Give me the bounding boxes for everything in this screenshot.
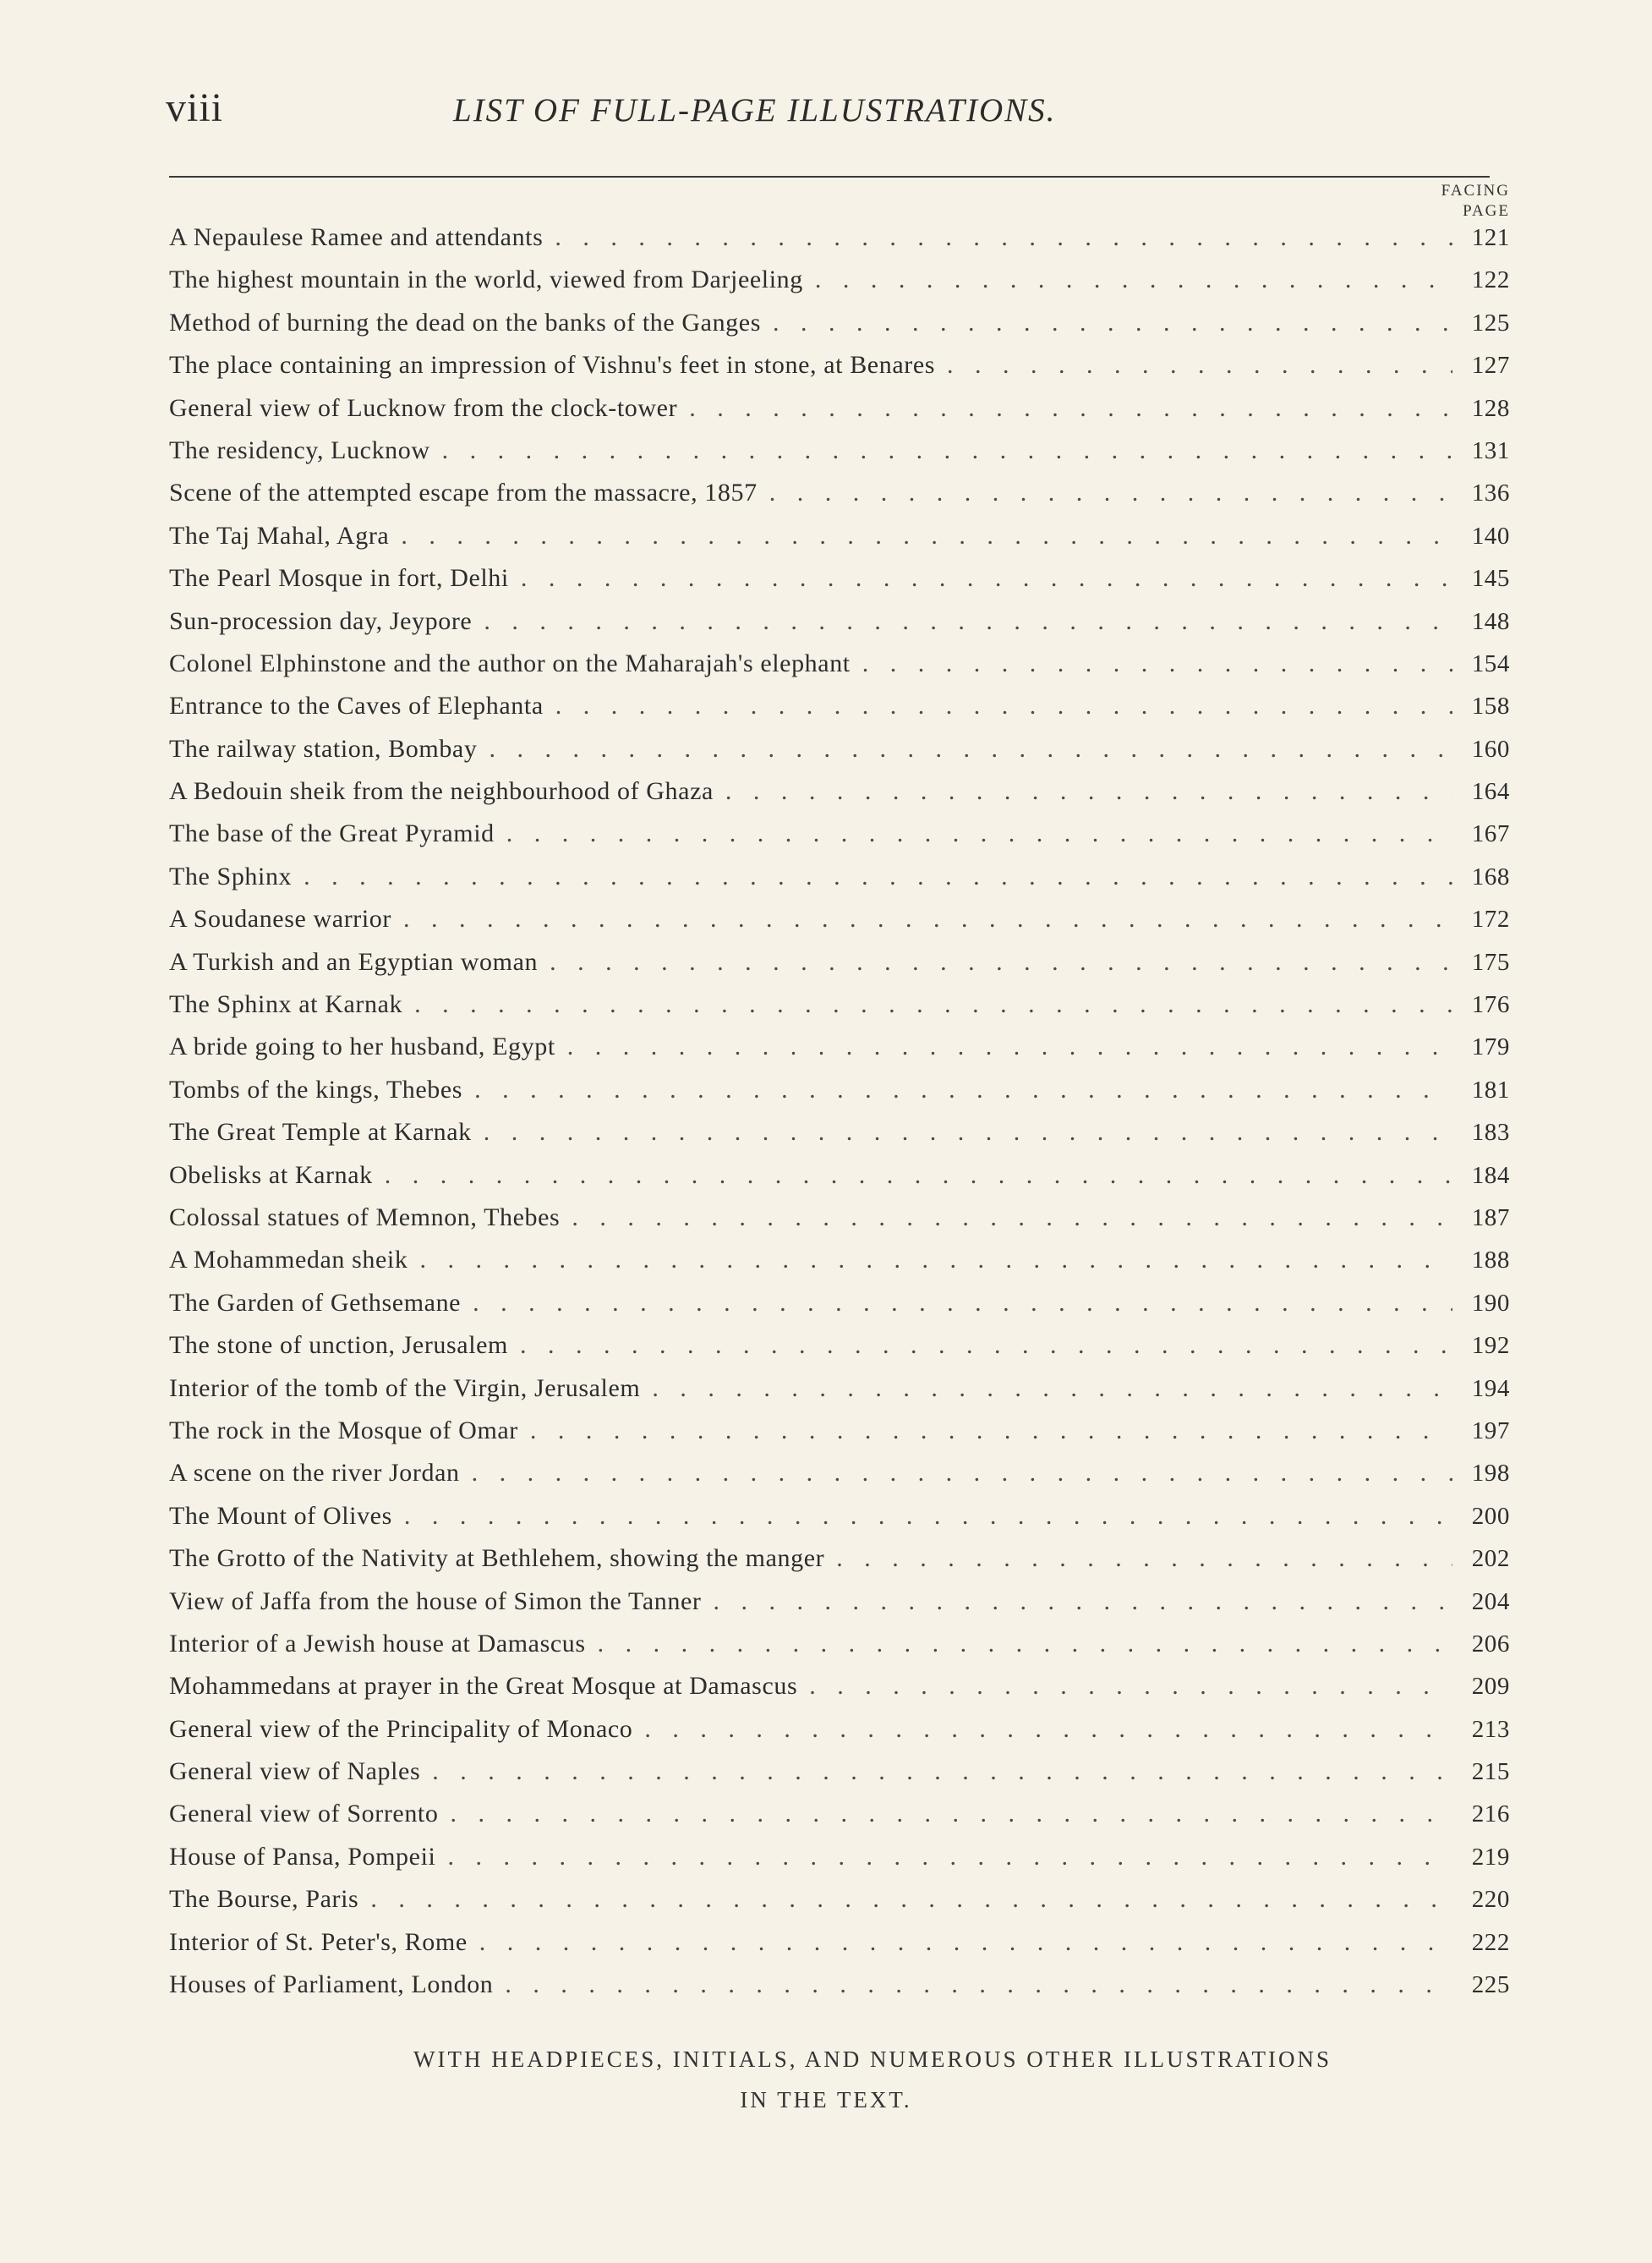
facing-page-number: 192	[1471, 1332, 1510, 1360]
illustration-title: The Pearl Mosque in fort, Delhi	[169, 564, 509, 593]
list-item	[169, 1416, 1510, 1459]
list-item	[169, 1502, 1510, 1544]
illustration-title: The Garden of Gethsemane	[169, 1288, 462, 1317]
illustration-title: Colossal statues of Memnon, Thebes	[169, 1203, 561, 1231]
facing-page-number: 219	[1471, 1843, 1510, 1871]
dot-leader	[479, 1928, 1452, 1957]
dot-leader	[419, 1246, 1452, 1274]
list-item	[169, 990, 1510, 1033]
list-item	[169, 1757, 1510, 1800]
dot-leader	[530, 1416, 1452, 1445]
dot-leader	[773, 309, 1452, 337]
list-item	[169, 905, 1510, 947]
illustration-title: A Mohammedan sheik	[169, 1246, 408, 1274]
dot-leader	[474, 1076, 1452, 1104]
facing-page-number: 188	[1471, 1247, 1510, 1274]
list-item	[169, 1033, 1510, 1075]
dot-leader	[370, 1885, 1452, 1914]
facing-page-number: 225	[1471, 1971, 1510, 1999]
illustration-title: Entrance to the Caves of Elephanta	[169, 692, 544, 721]
list-item	[169, 819, 1510, 862]
list-item	[169, 1672, 1510, 1714]
illustration-title: The highest mountain in the world, viewed from Darjeeling	[169, 266, 803, 294]
column-heading-line2: PAGE	[1463, 202, 1510, 220]
illustration-title: House of Pansa, Pompeii	[169, 1842, 436, 1871]
facing-page-number: 197	[1471, 1416, 1510, 1444]
list-item	[169, 522, 1510, 564]
list-item	[169, 1161, 1510, 1203]
list-item	[169, 309, 1510, 351]
illustration-title: Obelisks at Karnak	[169, 1160, 373, 1189]
facing-page-number: 183	[1471, 1119, 1510, 1147]
illustration-title: General view of Sorrento	[169, 1800, 439, 1828]
facing-page-number: 158	[1471, 693, 1510, 721]
facing-page-number: 194	[1471, 1374, 1510, 1402]
dot-leader	[385, 1161, 1452, 1190]
dot-leader	[520, 1331, 1452, 1360]
list-item	[169, 649, 1510, 692]
facing-page-number: 175	[1471, 948, 1510, 976]
illustration-title: General view of the Principality of Monaco	[169, 1714, 633, 1743]
facing-page-number: 202	[1471, 1545, 1510, 1573]
header-rule	[169, 176, 1490, 178]
list-item	[169, 1289, 1510, 1331]
list-item	[169, 436, 1510, 479]
facing-page-number: 167	[1471, 820, 1510, 848]
footer-line2: IN THE TEXT.	[740, 2087, 912, 2112]
dot-leader	[404, 1502, 1452, 1531]
dot-leader	[862, 649, 1452, 678]
illustration-title: The Bourse, Paris	[169, 1885, 359, 1914]
list-item	[169, 394, 1510, 436]
facing-page-number: 145	[1471, 565, 1510, 593]
illustration-title: Colonel Elphinstone and the author on the Maharajah's elephant	[169, 649, 851, 677]
illustration-title: The place containing an impression of Vishnu's feet in stone, at Benares	[169, 351, 936, 380]
list-item	[169, 1374, 1510, 1416]
dot-leader	[401, 522, 1452, 551]
dot-leader	[484, 1118, 1452, 1147]
illustration-title: The Great Temple at Karnak	[169, 1118, 472, 1147]
footer-line1: WITH HEADPIECES, INITIALS, AND NUMEROUS OTHER ILLUSTRATIONS	[413, 2047, 1332, 2072]
list-item	[169, 607, 1510, 649]
illustration-title: A Soudanese warrior	[169, 905, 392, 934]
facing-page-number: 172	[1471, 906, 1510, 934]
illustration-title: General view of Lucknow from the clock-tower	[169, 393, 678, 422]
facing-page-number: 148	[1471, 607, 1510, 635]
illustration-title: General view of Naples	[169, 1757, 421, 1786]
facing-page-number: 200	[1471, 1502, 1510, 1530]
illustration-title: The Grotto of the Nativity at Bethlehem, showing the manger	[169, 1544, 825, 1573]
illustration-title: The railway station, Bombay	[169, 734, 478, 763]
facing-page-number: 179	[1471, 1033, 1510, 1061]
list-item	[169, 1630, 1510, 1672]
facing-page-number: 184	[1471, 1161, 1510, 1189]
list-item	[169, 1544, 1510, 1586]
list-item	[169, 351, 1510, 393]
facing-page-number: 204	[1471, 1587, 1510, 1615]
dot-leader	[472, 1459, 1452, 1488]
illustration-title: A bride going to her husband, Egypt	[169, 1033, 555, 1061]
dot-leader	[652, 1374, 1452, 1403]
column-heading-line1: FACING	[1441, 182, 1510, 200]
illustration-title: The residency, Lucknow	[169, 436, 430, 464]
dot-leader	[473, 1289, 1452, 1318]
list-item	[169, 564, 1510, 606]
list-item	[169, 1203, 1510, 1246]
dot-leader	[947, 351, 1452, 380]
dot-leader	[432, 1757, 1452, 1786]
list-item	[169, 1970, 1510, 2013]
illustration-title: Interior of the tomb of the Virgin, Jerusalem	[169, 1373, 641, 1402]
illustration-title: Interior of a Jewish house at Damascus	[169, 1629, 586, 1658]
list-item	[169, 735, 1510, 777]
illustration-title: The Mount of Olives	[169, 1501, 392, 1530]
page-number: viii	[166, 85, 224, 130]
dot-leader	[555, 223, 1452, 252]
illustration-title: The Taj Mahal, Agra	[169, 521, 390, 550]
illustration-title: Scene of the attempted escape from the massacre, 1857	[169, 479, 758, 507]
dot-leader	[769, 479, 1452, 507]
dot-leader	[414, 990, 1452, 1019]
illustration-title: The Sphinx at Karnak	[169, 990, 403, 1019]
list-item	[169, 266, 1510, 308]
dot-leader	[489, 735, 1452, 764]
dot-leader	[555, 692, 1452, 721]
illustrations-list	[169, 223, 1510, 2013]
facing-page-number: 127	[1471, 352, 1510, 380]
list-item	[169, 777, 1510, 819]
facing-page-number: 215	[1471, 1758, 1510, 1786]
dot-leader	[809, 1672, 1452, 1701]
dot-leader	[521, 564, 1452, 593]
facing-page-number: 209	[1471, 1673, 1510, 1701]
dot-leader	[450, 1800, 1452, 1828]
list-item	[169, 1459, 1510, 1501]
dot-leader	[403, 905, 1452, 934]
facing-page-number: 213	[1471, 1715, 1510, 1743]
illustration-title: A Bedouin sheik from the neighbourhood of Ghaza	[169, 777, 714, 806]
dot-leader	[484, 607, 1452, 636]
facing-page-number: 222	[1471, 1928, 1510, 1956]
list-item	[169, 223, 1510, 266]
facing-page-number: 176	[1471, 991, 1510, 1019]
list-item	[169, 863, 1510, 905]
illustration-title: Method of burning the dead on the banks of the Ganges	[169, 308, 761, 337]
facing-page-number: 136	[1471, 479, 1510, 507]
illustration-title: The Sphinx	[169, 862, 293, 890]
list-item	[169, 1885, 1510, 1927]
dot-leader	[572, 1203, 1452, 1232]
facing-page-number: 190	[1471, 1289, 1510, 1317]
facing-page-number: 187	[1471, 1203, 1510, 1231]
list-item	[169, 1076, 1510, 1118]
facing-page-number: 125	[1471, 309, 1510, 337]
illustration-title: Tombs of the kings, Thebes	[169, 1075, 463, 1104]
facing-page-number: 140	[1471, 522, 1510, 550]
list-item	[169, 1800, 1510, 1842]
dot-leader	[505, 1970, 1452, 1999]
dot-leader	[304, 863, 1452, 891]
facing-page-number: 121	[1471, 224, 1510, 251]
list-item	[169, 1331, 1510, 1373]
dot-leader	[567, 1033, 1452, 1061]
facing-page-number: 122	[1471, 266, 1510, 294]
list-item	[169, 1118, 1510, 1160]
dot-leader	[836, 1544, 1452, 1573]
running-title: LIST OF FULL-PAGE ILLUSTRATIONS.	[453, 92, 1057, 129]
facing-page-number: 206	[1471, 1630, 1510, 1658]
facing-page-number: 128	[1471, 394, 1510, 422]
dot-leader	[550, 948, 1452, 977]
list-item	[169, 1587, 1510, 1630]
list-item	[169, 692, 1510, 734]
illustration-title: Interior of St. Peter's, Rome	[169, 1927, 468, 1956]
illustration-title: A Turkish and an Egyptian woman	[169, 947, 539, 976]
list-item	[169, 948, 1510, 990]
facing-page-number: 216	[1471, 1800, 1510, 1828]
dot-leader	[713, 1587, 1452, 1616]
facing-page-number: 160	[1471, 735, 1510, 763]
dot-leader	[506, 819, 1452, 848]
illustration-title: A Nepaulese Ramee and attendants	[169, 223, 544, 251]
facing-page-number: 154	[1471, 649, 1510, 677]
list-item	[169, 1246, 1510, 1288]
dot-leader	[644, 1715, 1452, 1744]
facing-page-number: 164	[1471, 778, 1510, 806]
dot-leader	[725, 777, 1452, 806]
dot-leader	[598, 1630, 1452, 1658]
column-heading	[1441, 181, 1510, 222]
list-item	[169, 1928, 1510, 1970]
illustration-title: The rock in the Mosque of Omar	[169, 1416, 518, 1444]
facing-page-number: 198	[1471, 1460, 1510, 1488]
list-item	[169, 1843, 1510, 1885]
illustration-title: Houses of Parliament, London	[169, 1970, 494, 1999]
illustration-title: Sun-procession day, Jeypore	[169, 606, 473, 635]
dot-leader	[442, 436, 1452, 465]
list-item	[169, 479, 1510, 521]
illustration-title: The stone of unction, Jerusalem	[169, 1331, 508, 1360]
illustration-title: View of Jaffa from the house of Simon the Tanner	[169, 1586, 702, 1615]
facing-page-number: 168	[1471, 863, 1510, 890]
dot-leader	[815, 266, 1452, 294]
illustration-title: The base of the Great Pyramid	[169, 819, 495, 848]
facing-page-number: 131	[1471, 436, 1510, 464]
list-item	[169, 1715, 1510, 1757]
facing-page-number: 220	[1471, 1886, 1510, 1914]
dot-leader	[447, 1843, 1452, 1871]
illustration-title: A scene on the river Jordan	[169, 1459, 460, 1488]
illustration-title: Mohammedans at prayer in the Great Mosque at Damascus	[169, 1672, 798, 1701]
dot-leader	[689, 394, 1452, 423]
facing-page-number: 181	[1471, 1076, 1510, 1104]
